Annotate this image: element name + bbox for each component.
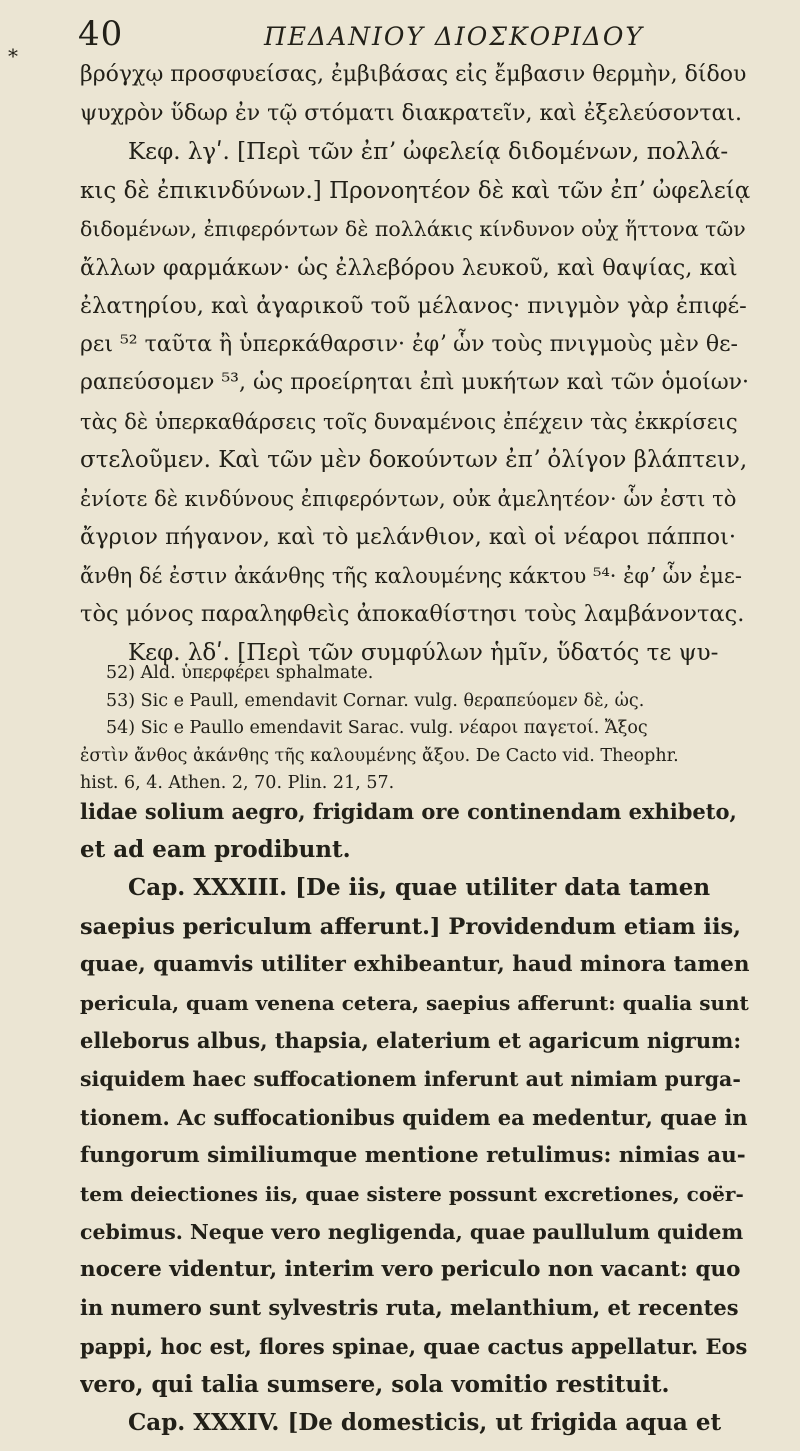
running-head: ΠΕΔΑΝΙΟΥ ΔΙΟΣΚΟΡΙΔΟΥ (264, 22, 644, 51)
latin-line: saepius periculum afferunt.] Providendum etiam iis, (80, 913, 742, 940)
margin-asterisk: * (8, 44, 18, 68)
chapter-heading: Cap. XXXIV. [De domesticis, ut frigida aqua et (128, 1409, 722, 1436)
latin-line: pappi, hoc est, flores spinae, quae cactus appellatur. Eos (80, 1333, 748, 1359)
latin-line: siquidem haec suffocationem inferunt aut nimiam purga- (80, 1067, 741, 1092)
latin-translation (80, 793, 750, 1442)
latin-line: fungorum similiumque mentione retulimus: nimias au- (80, 1142, 746, 1168)
greek-line: ἐνίοτε δὲ κινδύνους ἐπιφερόντων, οὐκ ἀμελητέον· ὧν ἐστι τὸ (80, 486, 737, 511)
greek-line: ἐλατηρίου, καὶ ἀγαρικοῦ τοῦ μέλανος· πνιγμὸν γὰρ ἐπιφέ- (80, 293, 747, 319)
latin-line: lidae solium aegro, frigidam ore continendam exhibeto, (80, 799, 737, 824)
greek-line: βρόγχῳ προσφυείσας, ἐμβιβάσας εἰς ἔμβασιν θερμὴν, δίδου (80, 62, 747, 87)
latin-line: nocere videntur, interim vero periculo non vacant: quo (80, 1257, 741, 1283)
chapter-heading: Κεφ. λδʹ. [Περὶ τῶν συμφύλων ἡμῖν, ὕδατός τε ψυ- (128, 639, 719, 666)
greek-line: ρει ⁵² ταῦτα ἢ ὑπερκάθαρσιν· ἐφʼ ὧν τοὺς πνιγμοὺς μὲν θε- (80, 331, 738, 357)
chapter-heading: Cap. XXXIII. [De iis, quae utiliter data tamen (128, 874, 711, 902)
footnote-continuation: hist. 6, 4. Athen. 2, 70. Plin. 21, 57. (80, 773, 395, 793)
latin-line: pericula, quam venena cetera, saepius afferunt: qualia sunt (80, 990, 749, 1015)
greek-line: ραπεύσομεν ⁵³, ὡς προείρηται ἐπὶ μυκήτων καὶ τῶν ὁμοίων· (80, 370, 750, 395)
greek-line: στελοῦμεν. Καὶ τῶν μὲν δοκούντων ἐπʼ ὀλίγον βλάπτειν, (80, 447, 748, 473)
greek-line: ἄλλων φαρμάκων· ὡς ἐλλεβόρου λευκοῦ, καὶ θαψίας, καὶ (80, 254, 738, 281)
latin-line: tionem. Ac suffocationibus quidem ea medentur, quae in (80, 1104, 748, 1130)
latin-line: vero, qui talia sumsere, sola vomitio restituit. (80, 1370, 670, 1398)
latin-line: quae, quamvis utiliter exhibeantur, haud minora tamen (80, 951, 750, 977)
latin-line: cebimus. Neque vero negligenda, quae paullulum quidem (80, 1220, 744, 1245)
footnote: 53) Sic e Paull, emendavit Cornar. vulg. θεραπεύομεν δὲ, ὡς. (106, 690, 645, 711)
latin-line: et ad eam prodibunt. (80, 836, 351, 864)
greek-line: ἄνθη δέ ἐστιν ἀκάνθης τῆς καλουμένης κάκτου ⁵⁴· ἐφʼ ὧν ἐμε- (80, 563, 742, 588)
footnote: 52) Ald. ὑπερφέρει sphalmate. (106, 663, 374, 683)
chapter-heading: Κεφ. λγʹ. [Περὶ τῶν ἐπʼ ὠφελείᾳ διδομένων, πολλά- (128, 139, 729, 165)
greek-line: τὸς μόνος παραληφθεὶς ἀποκαθίστησι τοὺς λαμβάνοντας. (80, 601, 745, 627)
greek-line: διδομένων, ἐπιφερόντων δὲ πολλάκις κίνδυνον οὐχ ἥττονα τῶν (80, 217, 746, 241)
page-header (78, 14, 738, 54)
greek-line: ἄγριον πήγανον, καὶ τὸ μελάνθιον, καὶ οἱ νέαροι πάπποι· (80, 524, 736, 550)
greek-line: κις δὲ ἐπικινδύνων.] Προνοητέον δὲ καὶ τῶν ἐπʼ ὠφελείᾳ (80, 177, 750, 204)
greek-line: ψυχρὸν ὕδωρ ἐν τῷ στόματι διακρατεῖν, καὶ ἐξελεύσονται. (80, 100, 743, 126)
greek-line: τὰς δὲ ὑπερκαθάρσεις τοῖς δυναμένοις ἐπέχειν τὰς ἐκκρίσεις (80, 409, 738, 434)
latin-line: elleborus albus, thapsia, elaterium et agaricum nigrum: (80, 1028, 742, 1054)
latin-line: in numero sunt sylvestris ruta, melanthium, et recentes (80, 1295, 739, 1321)
greek-text (80, 56, 750, 672)
page-number: 40 (78, 14, 124, 54)
latin-line: tem deiectiones iis, quae sistere possunt excretiones, coër- (80, 1181, 744, 1206)
footnotes (80, 660, 750, 798)
footnote-continuation: ἐστὶν ἄνθος ἀκάνθης τῆς καλουμένης ἄξου. De Cacto vid. Theophr. (80, 745, 679, 766)
footnote: 54) Sic e Paullo emendavit Sarac. vulg. νέαροι παγετοί. Ἄξος (106, 718, 648, 738)
